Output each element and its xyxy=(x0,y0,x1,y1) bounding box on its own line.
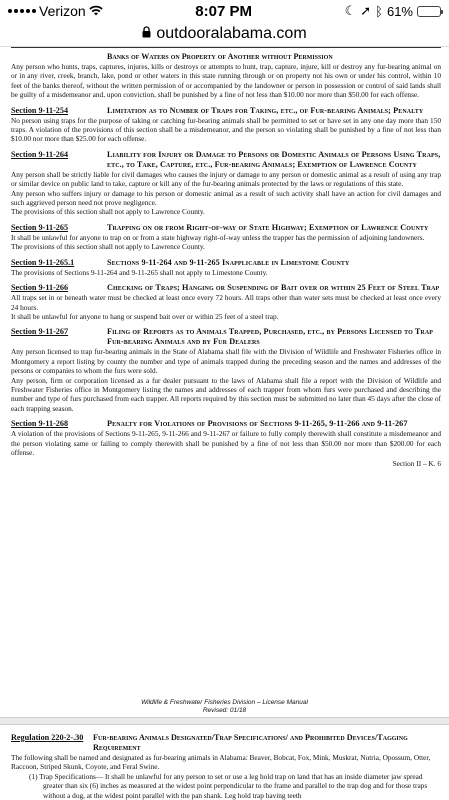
section-heading xyxy=(11,419,441,429)
page-reference: Section II – K. 6 xyxy=(392,459,441,469)
url-text[interactable]: outdooralabama.com xyxy=(156,25,307,42)
section-paragraph: It shall be unlawful for anyone to trap on or from a state highway right-of-way unless the trapper has the permission of adjoining landowners. xyxy=(11,232,425,242)
signal-strength-icon xyxy=(8,9,36,13)
section-title: Filing of Reports as to Animals Trapped, Purchased, etc., by Persons Licensed to Trap Fur-bearing Animals and by Fur Dealers xyxy=(107,327,434,347)
section-title: Penalty for Violations of Provisions of Sections 9-11-265, 9-11-266 and 9-11-267 xyxy=(107,419,408,429)
law-section xyxy=(11,419,441,457)
section-paragraph: Any person shall be strictly liable for civil damages who causes the injury or damage to any person or domestic animal as a result of using any trap or similar device on public land to take, capture or kill any of the fur-bearing animals protected by the laws or regulations of this state. xyxy=(11,169,441,189)
section-number: Section 9-11-264 xyxy=(11,149,69,159)
clock: 8:07 PM xyxy=(195,2,252,20)
carrier-name: Verizon xyxy=(39,3,86,19)
lock-icon xyxy=(142,25,151,43)
section-title: Checking of Traps; Hanging or Suspending of Bait over or within 25 Feet of Steel Trap xyxy=(107,283,440,293)
section-number: Section 9-11-254 xyxy=(11,105,69,115)
section-paragraph: No person using traps for the purpose of taking or catching fur-bearing animals shall be permitted to set or have set in any one day more than 150 traps. A violation of the provisions of this section shall be a misdemeanor, and the person so violating shall be punished by a fine of not less than $10.00 nor more than $25.00 for each offense. xyxy=(11,115,441,144)
location-arrow-icon: ➚ xyxy=(360,3,372,18)
section-body: Any person who hunts, traps, captures, injures, kills or destroys or attempts to hunt, trap, capture, injure, kill or destroy any fur-bearing animal on or in any river, creek, branch, lake, pond or other waters in this state running through or on property not his own or under his control, within 10 feet of the banks thereof, without the written permission of or accompanied by the landowner or person in possession or control of said lands shall be guilty of a misdemeanor and, upon conviction, shall be punished by a fine of not less than $10.00 nor more than $50.00 for each offense. xyxy=(11,62,441,100)
footer-title: Wildlife & Freshwater Fisheries Division – License Manual xyxy=(141,699,308,706)
section-paragraph: Any person licensed to trap fur-bearing animals in the State of Alabama shall file with the Division of Wildlife and Freshwater Fisheries office in Montgomery a report listing by county the number and type of animals trapped during the preceding season and the names and addresses of the persons or companies to whom the furs were sold. xyxy=(11,347,441,376)
section-title: Limitation as to Number of Traps for Taking, etc., of Fur-bearing Animals; Penalty xyxy=(107,105,424,115)
battery-icon xyxy=(417,6,441,17)
section-heading xyxy=(11,223,441,233)
section-paragraph: A violation of the provisions of Sections 9-11-265, 9-11-266 and 9-11-267 or failure to fully comply therewith shall constitute a misdemeanor and the person violating same or failing to comply therewith shall be punished by a fine of not less than $50.00 nor more than $200.00 for each offense. xyxy=(11,429,441,457)
regulation-number: Regulation 220-2-.30 xyxy=(11,733,84,742)
wifi-icon xyxy=(89,3,103,19)
section-title-continued: Banks of Waters on Property of Another without Permission xyxy=(107,52,333,61)
status-bar xyxy=(0,0,449,22)
section-number: Section 9-11-265 xyxy=(11,222,69,232)
section-heading xyxy=(11,258,441,268)
law-section xyxy=(11,106,441,144)
cut-off-heading xyxy=(11,47,441,50)
regulation-item: (1) Trap Specifications— It shall be unlawful for any person to set or use a leg hold trap on land that has an inside diameter jaw spread greater than six (6) inches as measured at the widest point perpendicular to the frame and parallel to the trap dog and for those traps without a dog, at the widest point parallel with the pan shank. Leg hold trap having teeth xyxy=(29,771,428,800)
battery-percent: 61% xyxy=(386,3,413,19)
section-heading xyxy=(11,283,441,293)
section-title: Liability for Injury or Damage to Persons or Domestic Animals of Persons Using Traps, etc., to Take, Capture, etc., Fur-bearing Animals; Exemption of Lawrence County xyxy=(107,149,441,169)
law-section xyxy=(11,258,441,277)
section-title: Trapping on or from Right-of-way of State Highway; Exemption of Lawrence County xyxy=(107,222,429,232)
section-heading xyxy=(11,150,441,170)
section-number: Section 9-11-268 xyxy=(11,419,69,429)
section-heading xyxy=(11,327,441,347)
regulation-title: Fur-bearing Animals Designated/Trap Specifications/ and Prohibited Devices/Tagging Requirement xyxy=(93,733,408,752)
regulation-intro: The following shall be named and designated as fur-bearing animals in Alabama: Beaver, Bobcat, Fox, Mink, Muskrat, Nutria, Opossum, Otter, Raccoon, Striped Skunk, Coyote, and Feral Swine. xyxy=(11,753,431,772)
page-footer xyxy=(0,699,449,715)
page-break xyxy=(0,717,449,725)
section-heading xyxy=(11,106,441,116)
section-paragraph: The provisions of this section shall not apply to Lawrence County. xyxy=(11,207,205,217)
section-number: Section 9-11-267 xyxy=(11,327,69,337)
section-number: Section 9-11-266 xyxy=(11,283,69,293)
law-section xyxy=(11,223,441,252)
carrier-area xyxy=(8,3,103,19)
status-icons xyxy=(345,3,441,19)
footer-revised: Revised: 01/18 xyxy=(202,707,247,714)
section-paragraph: All traps set in or beneath water must be checked at least once every 72 hours. All traps other than water sets must be checked at least once every 24 hours. xyxy=(11,293,441,312)
law-section xyxy=(11,327,441,413)
section-number: Section 9-11-265.1 xyxy=(11,257,75,267)
section-paragraph: Any person who suffers injury or damage to his person or domestic animal as a result of such activity shall have an action for civil damages and such aggrieved person need not prove negligence. xyxy=(11,188,441,208)
section-paragraph: The provisions of Sections 9-11-264 and 9-11-265 shall not apply to Limestone County. xyxy=(11,267,268,277)
regulation-heading xyxy=(11,733,441,753)
section-title: Sections 9-11-264 and 9-11-265 Inapplicable in Limestone County xyxy=(107,257,350,267)
section-paragraph: Any person, firm or corporation licensed as a fur dealer pursuant to the laws of Alabama shall file a report with the Division of Wildlife and Freshwater Fisheries office in Montgomery listing the names and addresses of each trapper from whom furs were purchased and describing the number and type of furs purchased from each trapper. All reports required by this section must be submitted no later than 45 days after the close of each trapping season. xyxy=(11,375,441,413)
document-page xyxy=(11,47,441,469)
moon-icon: ☾ xyxy=(344,3,357,18)
address-bar[interactable] xyxy=(0,22,449,47)
law-section xyxy=(11,283,441,321)
section-paragraph: It shall be unlawful for anyone to hang or suspend bait over or within 25 feet of a steel trap. xyxy=(11,311,279,321)
document-page-next xyxy=(11,733,441,800)
section-paragraph: The provisions of this section shall not apply to Lawrence County. xyxy=(11,242,205,252)
law-section xyxy=(11,150,441,217)
bluetooth-icon: ᛒ xyxy=(375,3,383,19)
